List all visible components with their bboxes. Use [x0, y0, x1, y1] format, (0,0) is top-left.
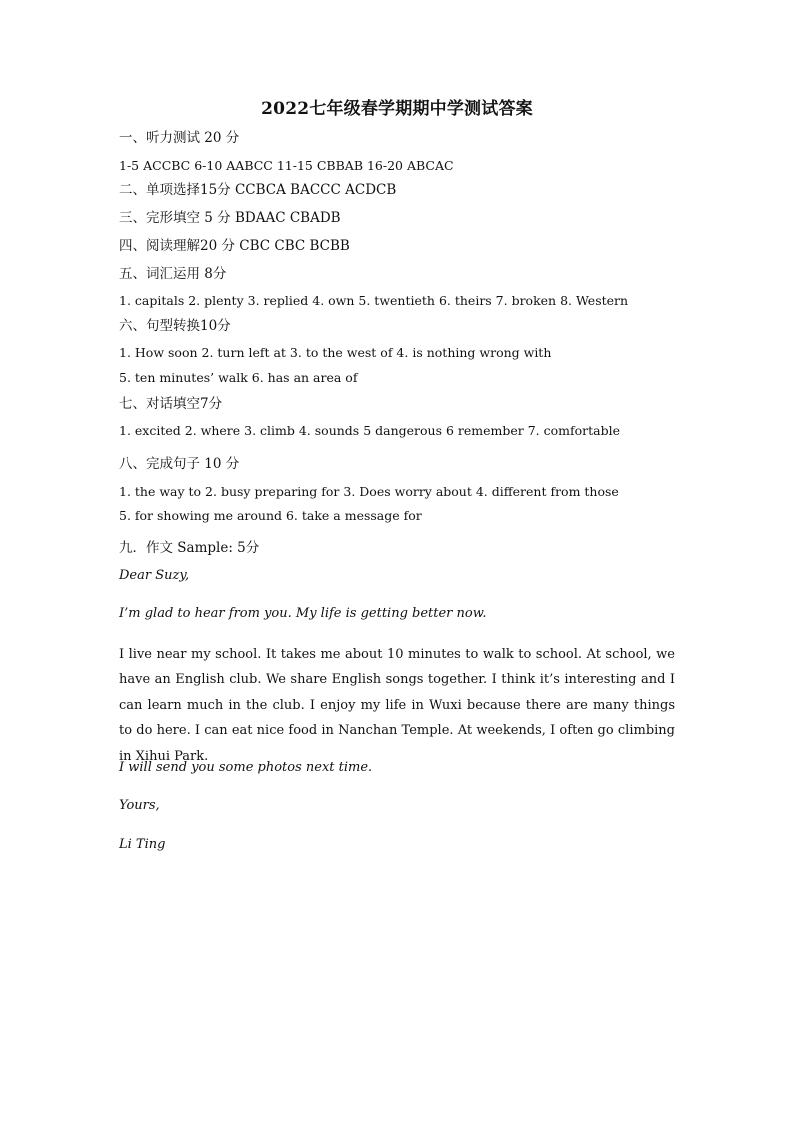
letter-opening: I’m glad to hear from you. My life is getting better now.	[119, 606, 487, 621]
section-vocabulary-heading: 五、词汇运用 8分	[119, 266, 227, 282]
section-complete-sentences-heading: 八、完成句子 10 分	[119, 456, 240, 472]
section-listening-heading: 一、听力测试 20 分	[119, 130, 240, 146]
section-cloze-heading: 三、完形填空 5 分 BDAAC CBADB	[119, 210, 341, 226]
letter-closing-line: I will send you some photos next time.	[119, 760, 373, 775]
section-dialogue-heading: 七、对话填空7分	[119, 396, 223, 412]
section-sentence-transform-answers-2: 5. ten minutes’ walk 6. has an area of	[119, 370, 358, 385]
letter-signoff: Yours,	[119, 798, 160, 813]
section-vocabulary-answers: 1. capitals 2. plenty 3. replied 4. own 5. twentieth 6. theirs 7. broken 8. Western	[119, 293, 629, 308]
letter-body: I live near my school. It takes me about 10 minutes to walk to school. At school, we have an English club. We share English songs together. I think it’s interesting and I can learn much in the club. I enjoy my life in Wuxi because there are many things to do here. I can eat nice food in Nanchan Temple. At weekends, I often go climbing in Xihui Park.	[119, 647, 675, 764]
page-title: 2022七年级春学期期中学测试答案	[261, 99, 533, 119]
section-single-choice-heading: 二、单项选择15分 CCBCA BACCC ACDCB	[119, 182, 397, 198]
section-dialogue-answers: 1. excited 2. where 3. climb 4. sounds 5 dangerous 6 remember 7. comfortable	[119, 423, 620, 438]
section-complete-sentences-answers-1: 1. the way to 2. busy preparing for 3. Does worry about 4. different from those	[119, 484, 619, 499]
section-listening-answers: 1-5 ACCBC 6-10 AABCC 11-15 CBBAB 16-20 ABCAC	[119, 158, 454, 173]
section-sentence-transform-heading: 六、句型转换10分	[119, 318, 231, 334]
section-writing-heading: 九．作文 Sample: 5分	[119, 540, 260, 556]
letter-signature: Li Ting	[119, 837, 166, 852]
section-sentence-transform-answers-1: 1. How soon 2. turn left at 3. to the west of 4. is nothing wrong with	[119, 345, 552, 360]
section-reading-heading: 四、阅读理解20 分 CBC CBC BCBB	[119, 238, 350, 254]
section-complete-sentences-answers-2: 5. for showing me around 6. take a message for	[119, 508, 422, 523]
letter-greeting: Dear Suzy,	[119, 568, 190, 583]
